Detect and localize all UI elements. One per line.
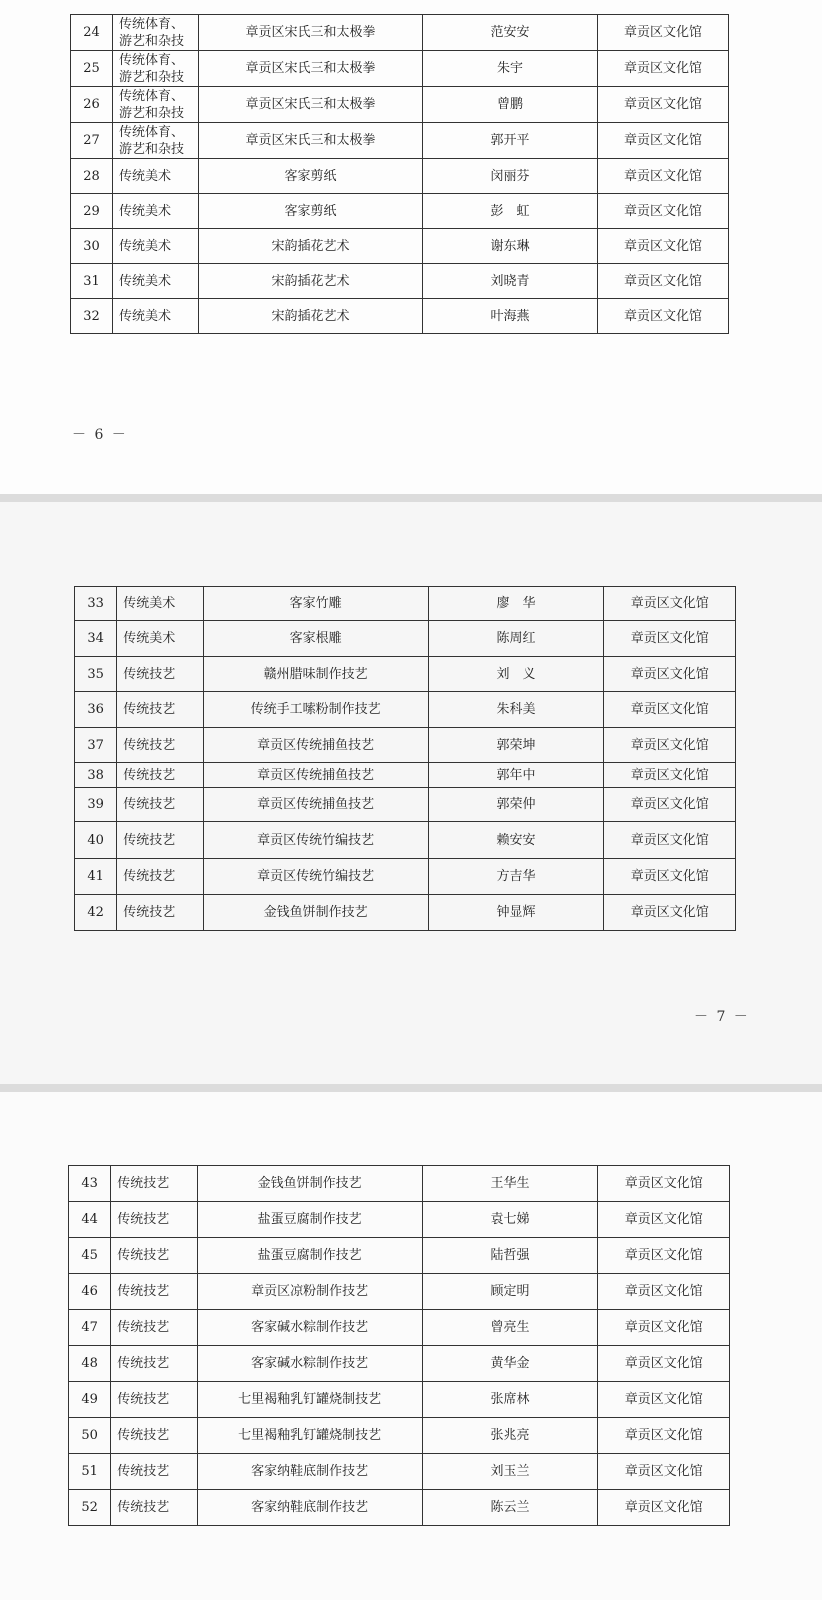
project-cell: 客家纳鞋底制作技艺 xyxy=(197,1490,422,1526)
project-cell: 章贡区传统捕鱼技艺 xyxy=(203,788,428,822)
name-cell: 刘玉兰 xyxy=(422,1454,598,1490)
name-cell: 曾亮生 xyxy=(422,1310,598,1346)
project-cell: 章贡区传统捕鱼技艺 xyxy=(203,763,428,788)
category-cell: 传统技艺 xyxy=(111,1166,197,1202)
unit-cell: 章贡区文化馆 xyxy=(598,1310,730,1346)
page-number: － 7 － xyxy=(694,1009,750,1025)
project-cell: 七里褐釉乳钉罐烧制技艺 xyxy=(197,1382,422,1418)
category-cell: 传统技艺 xyxy=(111,1382,197,1418)
project-cell: 宋韵插花艺术 xyxy=(199,264,423,299)
project-cell: 客家剪纸 xyxy=(199,194,423,229)
table-row xyxy=(71,87,729,123)
name-cell: 范安安 xyxy=(423,15,598,51)
category-cell: 传统技艺 xyxy=(111,1238,197,1274)
name-cell: 朱宇 xyxy=(423,51,598,87)
table-row xyxy=(69,1310,730,1346)
name-cell: 彭 虹 xyxy=(423,194,598,229)
unit-cell: 章贡区文化馆 xyxy=(598,15,729,51)
table-row xyxy=(75,692,736,728)
name-cell: 曾鹏 xyxy=(423,87,598,123)
category-cell: 传统体育、游艺和杂技 xyxy=(113,51,199,87)
project-cell: 章贡区宋氏三和太极拳 xyxy=(199,123,423,159)
table-row xyxy=(69,1238,730,1274)
inheritor-table-page-6 xyxy=(70,14,729,334)
unit-cell: 章贡区文化馆 xyxy=(598,123,729,159)
name-cell: 郭年中 xyxy=(428,763,604,788)
table-row xyxy=(75,822,736,859)
row-number: 32 xyxy=(71,299,113,334)
category-cell: 传统技艺 xyxy=(117,895,203,931)
project-cell: 章贡区传统捕鱼技艺 xyxy=(203,728,428,763)
inheritor-table-page-8 xyxy=(68,1165,730,1526)
row-number: 47 xyxy=(69,1310,111,1346)
project-cell: 客家剪纸 xyxy=(199,159,423,194)
category-cell: 传统技艺 xyxy=(117,763,203,788)
table-row xyxy=(75,895,736,931)
name-cell: 刘晓青 xyxy=(423,264,598,299)
row-number: 26 xyxy=(71,87,113,123)
name-cell: 郭荣坤 xyxy=(428,728,604,763)
unit-cell: 章贡区文化馆 xyxy=(604,763,736,788)
unit-cell: 章贡区文化馆 xyxy=(598,264,729,299)
page-number: － 6 － xyxy=(72,427,128,443)
row-number: 52 xyxy=(69,1490,111,1526)
table-body xyxy=(69,1166,730,1526)
unit-cell: 章贡区文化馆 xyxy=(598,1490,730,1526)
unit-cell: 章贡区文化馆 xyxy=(598,1202,730,1238)
table-row xyxy=(71,194,729,229)
name-cell: 刘 义 xyxy=(428,657,604,692)
row-number: 31 xyxy=(71,264,113,299)
table-row xyxy=(71,159,729,194)
unit-cell: 章贡区文化馆 xyxy=(598,1418,730,1454)
table-row xyxy=(71,264,729,299)
project-cell: 章贡区传统竹编技艺 xyxy=(203,822,428,859)
category-cell: 传统技艺 xyxy=(117,859,203,895)
name-cell: 陈周红 xyxy=(428,621,604,657)
table-row xyxy=(75,788,736,822)
table-row xyxy=(75,657,736,692)
name-cell: 顾定明 xyxy=(422,1274,598,1310)
project-cell: 盐蛋豆腐制作技艺 xyxy=(197,1202,422,1238)
project-cell: 章贡区宋氏三和太极拳 xyxy=(199,15,423,51)
project-cell: 章贡区宋氏三和太极拳 xyxy=(199,87,423,123)
name-cell: 陈云兰 xyxy=(422,1490,598,1526)
table-row xyxy=(69,1454,730,1490)
table-row xyxy=(69,1346,730,1382)
name-cell: 袁七娣 xyxy=(422,1202,598,1238)
row-number: 44 xyxy=(69,1202,111,1238)
unit-cell: 章贡区文化馆 xyxy=(598,299,729,334)
row-number: 37 xyxy=(75,728,117,763)
row-number: 50 xyxy=(69,1418,111,1454)
project-cell: 客家碱水粽制作技艺 xyxy=(197,1346,422,1382)
table-row xyxy=(69,1490,730,1526)
table-row xyxy=(71,229,729,264)
unit-cell: 章贡区文化馆 xyxy=(598,229,729,264)
unit-cell: 章贡区文化馆 xyxy=(604,692,736,728)
category-cell: 传统技艺 xyxy=(117,657,203,692)
category-cell: 传统技艺 xyxy=(111,1202,197,1238)
name-cell: 张兆亮 xyxy=(422,1418,598,1454)
unit-cell: 章贡区文化馆 xyxy=(598,1238,730,1274)
table-row xyxy=(75,728,736,763)
table-row xyxy=(71,299,729,334)
row-number: 46 xyxy=(69,1274,111,1310)
name-cell: 朱科美 xyxy=(428,692,604,728)
name-cell: 赖安安 xyxy=(428,822,604,859)
table-row xyxy=(75,859,736,895)
category-cell: 传统技艺 xyxy=(117,822,203,859)
category-cell: 传统体育、游艺和杂技 xyxy=(113,87,199,123)
name-cell: 谢东琳 xyxy=(423,229,598,264)
category-cell: 传统技艺 xyxy=(111,1490,197,1526)
category-cell: 传统美术 xyxy=(113,229,199,264)
document-page-6 xyxy=(0,0,822,494)
document-page-7 xyxy=(0,502,822,1084)
row-number: 45 xyxy=(69,1238,111,1274)
row-number: 43 xyxy=(69,1166,111,1202)
unit-cell: 章贡区文化馆 xyxy=(598,1454,730,1490)
table-row xyxy=(75,621,736,657)
category-cell: 传统美术 xyxy=(117,587,203,621)
category-cell: 传统技艺 xyxy=(111,1454,197,1490)
name-cell: 张席林 xyxy=(422,1382,598,1418)
table-row xyxy=(71,15,729,51)
name-cell: 廖 华 xyxy=(428,587,604,621)
table-row xyxy=(71,51,729,87)
table-row xyxy=(69,1274,730,1310)
row-number: 30 xyxy=(71,229,113,264)
row-number: 51 xyxy=(69,1454,111,1490)
name-cell: 叶海燕 xyxy=(423,299,598,334)
row-number: 36 xyxy=(75,692,117,728)
row-number: 38 xyxy=(75,763,117,788)
category-cell: 传统技艺 xyxy=(117,728,203,763)
document-page-8 xyxy=(0,1092,822,1600)
row-number: 42 xyxy=(75,895,117,931)
name-cell: 闵丽芬 xyxy=(423,159,598,194)
category-cell: 传统体育、游艺和杂技 xyxy=(113,15,199,51)
name-cell: 方吉华 xyxy=(428,859,604,895)
row-number: 39 xyxy=(75,788,117,822)
inheritor-table-page-7 xyxy=(74,586,736,931)
project-cell: 客家根雕 xyxy=(203,621,428,657)
project-cell: 传统手工嗦粉制作技艺 xyxy=(203,692,428,728)
row-number: 48 xyxy=(69,1346,111,1382)
project-cell: 金钱鱼饼制作技艺 xyxy=(197,1166,422,1202)
project-cell: 章贡区传统竹编技艺 xyxy=(203,859,428,895)
category-cell: 传统技艺 xyxy=(111,1310,197,1346)
category-cell: 传统美术 xyxy=(113,264,199,299)
unit-cell: 章贡区文化馆 xyxy=(598,159,729,194)
table-body xyxy=(71,15,729,334)
project-cell: 七里褐釉乳钉罐烧制技艺 xyxy=(197,1418,422,1454)
project-cell: 客家纳鞋底制作技艺 xyxy=(197,1454,422,1490)
table-row xyxy=(69,1202,730,1238)
category-cell: 传统体育、游艺和杂技 xyxy=(113,123,199,159)
project-cell: 客家竹雕 xyxy=(203,587,428,621)
unit-cell: 章贡区文化馆 xyxy=(598,51,729,87)
project-cell: 客家碱水粽制作技艺 xyxy=(197,1310,422,1346)
category-cell: 传统技艺 xyxy=(111,1346,197,1382)
row-number: 41 xyxy=(75,859,117,895)
project-cell: 章贡区宋氏三和太极拳 xyxy=(199,51,423,87)
name-cell: 王华生 xyxy=(422,1166,598,1202)
table-body xyxy=(75,587,736,931)
table-row xyxy=(71,123,729,159)
row-number: 34 xyxy=(75,621,117,657)
table-row xyxy=(75,763,736,788)
unit-cell: 章贡区文化馆 xyxy=(598,1166,730,1202)
project-cell: 金钱鱼饼制作技艺 xyxy=(203,895,428,931)
table-row xyxy=(69,1418,730,1454)
row-number: 33 xyxy=(75,587,117,621)
unit-cell: 章贡区文化馆 xyxy=(604,657,736,692)
project-cell: 宋韵插花艺术 xyxy=(199,299,423,334)
row-number: 25 xyxy=(71,51,113,87)
row-number: 29 xyxy=(71,194,113,229)
unit-cell: 章贡区文化馆 xyxy=(598,87,729,123)
project-cell: 盐蛋豆腐制作技艺 xyxy=(197,1238,422,1274)
name-cell: 钟显辉 xyxy=(428,895,604,931)
unit-cell: 章贡区文化馆 xyxy=(604,895,736,931)
unit-cell: 章贡区文化馆 xyxy=(604,822,736,859)
category-cell: 传统技艺 xyxy=(111,1418,197,1454)
table-row xyxy=(69,1382,730,1418)
row-number: 27 xyxy=(71,123,113,159)
unit-cell: 章贡区文化馆 xyxy=(604,728,736,763)
row-number: 28 xyxy=(71,159,113,194)
row-number: 35 xyxy=(75,657,117,692)
unit-cell: 章贡区文化馆 xyxy=(598,1346,730,1382)
row-number: 49 xyxy=(69,1382,111,1418)
unit-cell: 章贡区文化馆 xyxy=(598,1274,730,1310)
unit-cell: 章贡区文化馆 xyxy=(598,1382,730,1418)
row-number: 40 xyxy=(75,822,117,859)
table-row xyxy=(69,1166,730,1202)
name-cell: 陆哲强 xyxy=(422,1238,598,1274)
table-row xyxy=(75,587,736,621)
category-cell: 传统美术 xyxy=(113,299,199,334)
name-cell: 郭开平 xyxy=(423,123,598,159)
category-cell: 传统美术 xyxy=(113,194,199,229)
unit-cell: 章贡区文化馆 xyxy=(604,587,736,621)
name-cell: 黄华金 xyxy=(422,1346,598,1382)
project-cell: 章贡区凉粉制作技艺 xyxy=(197,1274,422,1310)
unit-cell: 章贡区文化馆 xyxy=(598,194,729,229)
category-cell: 传统美术 xyxy=(113,159,199,194)
project-cell: 赣州腊味制作技艺 xyxy=(203,657,428,692)
row-number: 24 xyxy=(71,15,113,51)
category-cell: 传统技艺 xyxy=(111,1274,197,1310)
project-cell: 宋韵插花艺术 xyxy=(199,229,423,264)
name-cell: 郭荣仲 xyxy=(428,788,604,822)
category-cell: 传统技艺 xyxy=(117,692,203,728)
unit-cell: 章贡区文化馆 xyxy=(604,621,736,657)
category-cell: 传统技艺 xyxy=(117,788,203,822)
category-cell: 传统美术 xyxy=(117,621,203,657)
unit-cell: 章贡区文化馆 xyxy=(604,788,736,822)
unit-cell: 章贡区文化馆 xyxy=(604,859,736,895)
